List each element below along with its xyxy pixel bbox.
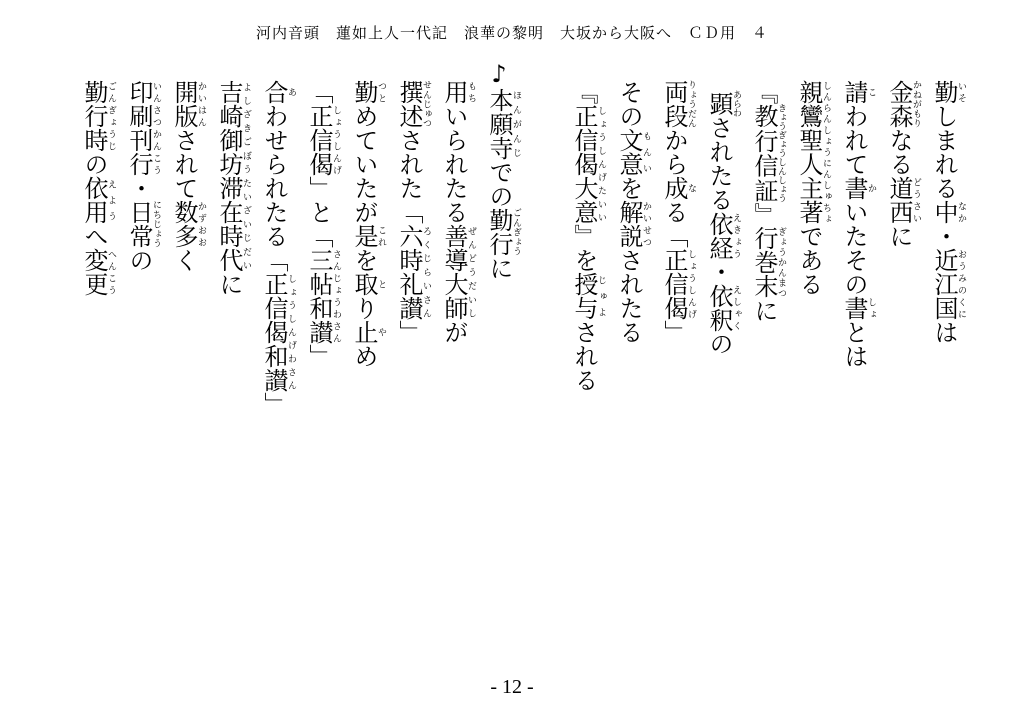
ruby-word: 正信偈しょうしんげ — [305, 104, 341, 176]
ruby-word: 両段りょうだん — [660, 80, 696, 128]
ruby-word: 数多かずおお — [170, 200, 206, 248]
ruby-word: 近江国おうみのくに — [930, 248, 966, 320]
furigana: かいせつ — [641, 200, 651, 248]
ruby-word: 依用えよう — [80, 176, 116, 224]
lyric-line: 勤いそしまれる中なか・近江国おうみのくには — [930, 80, 966, 344]
lyric-line: 金森かねがもりなる道西どうさいに — [885, 80, 921, 248]
furigana: いんさつかんこう — [151, 80, 161, 176]
furigana: ぎょうかんまつ — [776, 226, 786, 299]
ruby-word: 変更へんこう — [80, 248, 116, 296]
furigana: へんこう — [106, 248, 116, 296]
ruby-word: 道西どうさい — [885, 176, 921, 224]
ruby-word: 取と — [350, 272, 386, 296]
lyric-line: 「正信偈しょうしんげ」と「三帖和讃さんじょうわさん」 — [305, 80, 341, 368]
ruby-word: 勤行ごんぎょう — [485, 208, 521, 256]
ruby-word: 依釈えしゃく — [705, 283, 741, 332]
furigana: もち — [466, 80, 476, 104]
ruby-word: 撰述せんじゅつ — [395, 80, 431, 128]
ruby-word: 解説かいせつ — [615, 200, 651, 248]
lyric-line: 『正信偈大意しょうしんげたいい』を授与じゅよされる — [570, 80, 606, 392]
ruby-word: 金森かねがもり — [885, 80, 921, 128]
furigana: かねがもり — [911, 80, 921, 128]
lyric-line: 撰述せんじゅつされた「六時礼讃ろくじらいさん」 — [395, 80, 431, 344]
lyric-line: 合あわせられたる「正信偈和讃しょうしんげわさん」 — [260, 80, 296, 416]
furigana: あらわ — [731, 90, 741, 117]
ruby-word: 文意もんい — [615, 128, 651, 176]
furigana: さんじょうわさん — [331, 248, 341, 344]
ruby-word: 正信偈和讃しょうしんげわさん — [260, 272, 296, 392]
furigana: おうみのくに — [956, 248, 966, 320]
lyrics-body — [71, 60, 966, 440]
furigana: あ — [286, 80, 296, 104]
lyric-line: 開版かいはんされて数多かずおおく — [170, 80, 206, 272]
ruby-word: 中なか — [930, 200, 966, 224]
ruby-word: 勤つと — [350, 80, 386, 104]
ruby-word: 書か — [840, 176, 876, 200]
lyric-line: 吉崎御坊滞在時代よしざきごぼうたいざいじだいに — [215, 80, 251, 296]
stanza-gap — [521, 80, 561, 440]
furigana: かいはん — [196, 80, 206, 128]
ruby-word: 依経えきょう — [705, 211, 741, 260]
ruby-word: 善導大師ぜんどうだいし — [440, 224, 476, 320]
lyric-line: その文意もんいを解説かいせつされたる — [615, 80, 651, 344]
music-note-icon: ♪ — [485, 60, 513, 88]
furigana: や — [376, 320, 386, 344]
lyric-line: 用もちいられたる善導大師ぜんどうだいしが — [440, 80, 476, 344]
page-header: 河内音頭 蓮如上人一代記 浪華の黎明 大坂から大阪へ ＣＤ用 ４ — [255, 24, 768, 42]
ruby-word: 開版かいはん — [170, 80, 206, 128]
furigana: しょうしんげたいい — [596, 104, 606, 224]
furigana: しょうしんげ — [331, 104, 341, 176]
ruby-word: 授与じゅよ — [570, 272, 606, 320]
furigana: りょうだん — [686, 80, 696, 128]
ruby-word: 親鸞聖人主著しんらんしょうにんしゅちょ — [795, 80, 831, 224]
ruby-word: 行巻末ぎょうかんまつ — [750, 226, 786, 299]
ruby-word: 顕あらわ — [705, 90, 741, 117]
furigana: えしゃく — [731, 283, 741, 332]
furigana: きょうぎょうしんしょう — [776, 103, 786, 203]
ruby-word: 止や — [350, 320, 386, 344]
lyric-line: 請こわれて書かいたその書しょとは — [840, 80, 876, 368]
furigana: しょ — [866, 296, 876, 320]
furigana: しょうしんげわさん — [286, 272, 296, 392]
furigana: ほんがんじ — [511, 88, 521, 160]
ruby-word: 勤いそ — [930, 80, 966, 104]
ruby-word: 是これ — [350, 224, 386, 248]
ruby-word: 本願寺ほんがんじ — [485, 88, 521, 160]
ruby-word: 請こ — [840, 80, 876, 104]
furigana: えきょう — [731, 211, 741, 260]
ruby-word: 三帖和讃さんじょうわさん — [305, 248, 341, 344]
ruby-word: 正信偈しょうしんげ — [660, 248, 696, 320]
ruby-word: 日常にちじょう — [125, 200, 161, 248]
furigana: か — [866, 176, 876, 200]
furigana: と — [376, 272, 386, 296]
lyric-line: 顕あらわされたる依経えきょう・依釈えしゃくの — [705, 90, 741, 356]
furigana: しょうしんげ — [686, 248, 696, 320]
furigana: いそ — [956, 80, 966, 104]
furigana: な — [686, 176, 696, 200]
ruby-word: 合あ — [260, 80, 296, 104]
ruby-word: 吉崎御坊滞在時代よしざきごぼうたいざいじだい — [215, 80, 251, 272]
lyric-line: 印刷刊行いんさつかんこう・日常にちじょうの — [125, 80, 161, 272]
lyric-line: 親鸞聖人主著しんらんしょうにんしゅちょである — [795, 80, 831, 296]
furigana: ごんぎょう — [511, 208, 521, 256]
furigana: もんい — [641, 128, 651, 176]
ruby-word: 六時礼讃ろくじらいさん — [395, 224, 431, 320]
furigana: こ — [866, 80, 876, 104]
ruby-word: 用もち — [440, 80, 476, 104]
furigana: つと — [376, 80, 386, 104]
ruby-word: 正信偈大意しょうしんげたいい — [570, 104, 606, 224]
furigana: よしざきごぼうたいざいじだい — [241, 80, 251, 272]
furigana: どうさい — [911, 176, 921, 224]
furigana: せんじゅつ — [421, 80, 431, 128]
lyric-line: 『教行信証きょうぎょうしんしょう』行巻末ぎょうかんまつに — [750, 80, 786, 323]
furigana: えよう — [106, 176, 116, 224]
lyric-line: 両段りょうだんから成なる「正信偈しょうしんげ」 — [660, 80, 696, 344]
lyric-line: 勤行時ごんぎょうじの依用えようへ変更へんこう — [80, 80, 116, 296]
furigana: にちじょう — [151, 200, 161, 248]
ruby-word: 印刷刊行いんさつかんこう — [125, 80, 161, 176]
ruby-word: 教行信証きょうぎょうしんしょう — [750, 103, 786, 203]
furigana: なか — [956, 200, 966, 224]
furigana: じゅよ — [596, 272, 606, 320]
ruby-word: 勤行時ごんぎょうじ — [80, 80, 116, 152]
ruby-word: 成な — [660, 176, 696, 200]
furigana: ろくじらいさん — [421, 224, 431, 320]
furigana: これ — [376, 224, 386, 248]
lyric-line: 勤つとめていたが是これを取とり止やめ — [350, 80, 386, 368]
furigana: ごんぎょうじ — [106, 80, 116, 152]
furigana: しんらんしょうにんしゅちょ — [821, 80, 831, 224]
furigana: ぜんどうだいし — [466, 224, 476, 320]
lyric-line: ♪本願寺ほんがんじでの勤行ごんぎょうに — [476, 60, 521, 440]
page-number: - 12 - — [490, 676, 534, 698]
ruby-word: 書しょ — [840, 296, 876, 320]
furigana: かずおお — [196, 200, 206, 248]
